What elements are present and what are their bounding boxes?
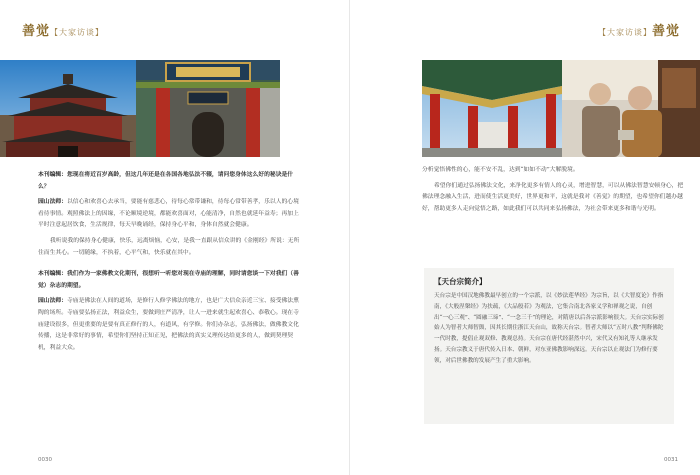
left-interview-text [38,170,300,358]
section-title: 【大家访谈】 [50,28,105,37]
speaker-label: 本刊编辑： [38,271,67,278]
temple-gate-photo [136,60,280,157]
info-box-title: 【天台宗简介】 [434,277,487,286]
interview-paragraph-4 [38,269,300,292]
speaker-label: 园山法师： [38,298,67,305]
interview-paragraph-5 [38,296,300,354]
page-number: 0031 [664,457,678,463]
monks-conversation-photo [562,60,700,157]
speaker-label: 本刊编辑： [38,172,67,178]
magazine-brand [22,20,104,39]
answer-text: 寺庙是佛法在人间的道场，是修行人修学佛法的地方，也是广大信众亲近三宝、接受佛法熏陶的场所。寺庙要弘扬正法，利益众生，要做到庄严清净，让人一进来就生起欢喜心、恭敬心。现在寺庙建设很多，但更重要的是要有真正修行的人，有道风，有学修。你们办杂志，弘扬佛法，做佛教文化传播，这是非常好的事情，希望你们坚持正知正见，把佛法的真实义理传达给更多的人，做到契理契机，利益大众。 [38,298,299,351]
answer-text: 希望你们通过弘扬佛法文化，来净化更多有情人的心灵，增进智慧，可以从佛法智慧安顿身心，把佛法理念融入生活，进而使生活更美好，世界更和平，这就是我对《善觉》的期望，也希望你们越办越好，帮助更多人走向觉悟之路，如此我们可以共同来弘扬佛法，为社会带来更多和谐与光明。 [422,182,684,212]
brand-logo: 善觉 [22,24,51,39]
left-photo-row [0,60,280,157]
interview-paragraph-3 [38,236,300,259]
question-text: 您现在将近百岁高龄，但这几年还是在各国各地弘法不辍，请问您身体这么好的秘诀是什么？ [38,172,294,190]
interview-paragraph-1 [38,170,300,193]
magazine-brand [598,20,680,39]
page-number: 0030 [38,457,52,463]
answer-text: 以信心和欢喜心去承当，要能有慈悲心，待每心常带谦和，待每心常带善孝，乐以人的心境看待事情。观照佛法上的因缘，不论顺境逆境，都能欢喜面对，心能清净，自然也就延年益寿；再加上平时注意起居饮食，生活规律，每天早晚诵经，保持身心平和，身体自然就会健康。 [38,199,299,229]
interview-paragraph-7 [422,181,684,216]
tiantai-info-box [424,268,674,424]
right-interview-text [422,165,684,219]
interview-paragraph-6 [422,165,684,177]
question-text: 我们作为一家佛教文化期刊，很想听一听您对现在寺庙的理解，同时请您谈一下对我们（善觉）杂志的期望。 [38,271,299,289]
interview-paragraph-2 [38,197,300,232]
speaker-label: 园山法师： [38,199,67,206]
pavilion-roof-photo [422,60,562,157]
section-title: 【大家访谈】 [597,28,652,37]
answer-text: 我听说我的保持身心健康，快乐，远离烦恼，心安，是我一直跟从信众讲的《金刚经》所说：无所住而生其心。一切随缘，不执着，心平气和，快乐就在其中。 [38,237,300,256]
right-photo-row [422,60,700,157]
brand-logo: 善觉 [651,24,680,39]
info-box-text: 天台宗是中国汉地佛教最早创立的一个宗派，以《妙法莲华经》为宗旨，以《大智度论》作指南，《大般涅槃经》为扶疏，《大品般若》为观法，它集合南北各家义学和禅观之说，自创出“一心三观”、“圆融三谛”、“一念三千”的理论，对隋唐以后各宗派影响很大。天台宗实际创始人为智者大师智顗，因其长期住浙江天台山，故称天台宗。智者大师以“五时八教”判释佛陀一代时教，提倡止观双修、教观总持。天台宗在唐代经湛然中兴，宋代又有知礼等人继承发扬。天台宗教义于唐代传入日本、朝鲜，对东亚佛教影响深远。天台宗以止观法门为修行要领，对后世佛教的发展产生了重大影响。 [434,293,664,364]
temple-pagoda-photo [0,60,136,157]
answer-text: 分析觉悟佛性的心，能不安不乱，达到“如如不动”大解脱境。 [422,167,579,173]
